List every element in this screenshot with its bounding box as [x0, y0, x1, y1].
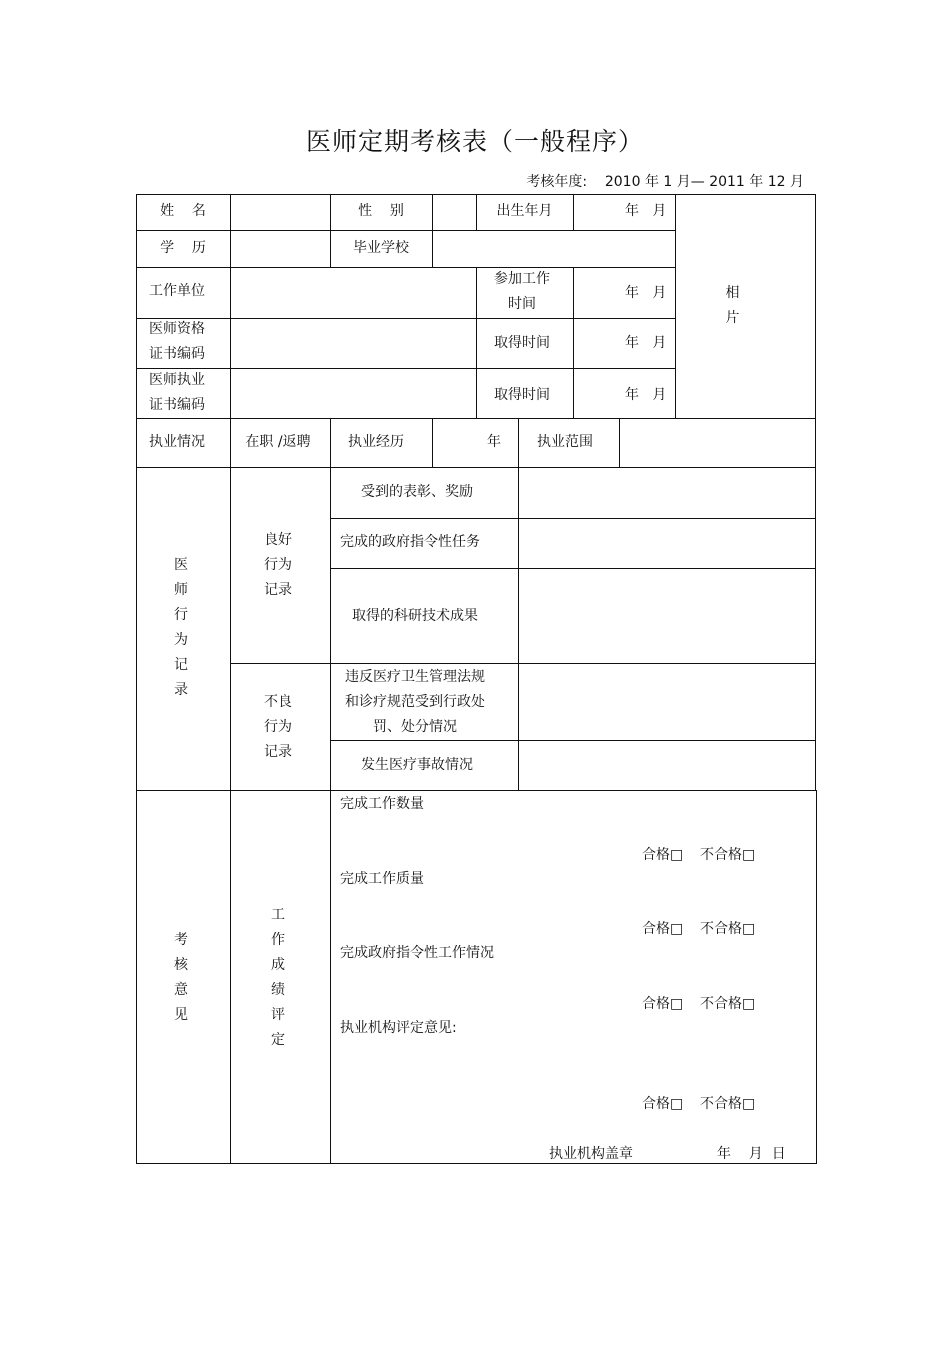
bad-item-1: 违反医疗卫生管理法规 和诊疗规范受到行政处 罚、处分情况: [345, 669, 485, 735]
label-qual-cert: 医师资格 证书编码: [149, 321, 205, 362]
seal-date: 年 月 日: [717, 1146, 786, 1162]
experience-unit: 年: [487, 434, 501, 450]
label-school: 毕业学校: [353, 240, 409, 256]
pass-checkbox[interactable]: 合格□: [642, 1096, 684, 1112]
assessment-period: 考核年度: 2010 年 1 月— 2011 年 12 月: [526, 174, 804, 190]
qual-date-value: 年 月: [625, 335, 667, 351]
label-practice: 执业情况: [149, 434, 205, 450]
bad-item-2: 发生医疗事故情况: [361, 757, 473, 773]
assess-item-2: 完成工作质量: [340, 871, 424, 887]
label-good-behavior: 良好 行为 记录: [264, 532, 292, 598]
practice-status: 在职 /返聘: [245, 434, 311, 450]
good-item-2: 完成的政府指令性任务: [340, 534, 480, 550]
pass-checkbox[interactable]: 合格□: [642, 847, 684, 863]
label-behavior: 医 师 行 为 记 录: [174, 557, 188, 698]
assess-item-1: 完成工作数量: [340, 796, 424, 812]
fail-checkbox[interactable]: 不合格□: [700, 996, 756, 1012]
label-prac-cert: 医师执业 证书编码: [149, 372, 205, 413]
label-prac-date: 取得时间: [494, 387, 550, 403]
label-work-start: 参加工作 时间: [494, 271, 550, 312]
label-work-performance: 工 作 成 绩 评 定: [271, 907, 285, 1048]
label-birth: 出生年月: [496, 203, 553, 219]
label-bad-behavior: 不良 行为 记录: [264, 694, 292, 760]
fail-checkbox[interactable]: 不合格□: [700, 1096, 756, 1112]
photo-box: 相 片: [725, 285, 740, 326]
good-item-1: 受到的表彰、奖励: [361, 484, 473, 500]
label-education: 学 历: [160, 240, 206, 256]
assess-item-3: 完成政府指令性工作情况: [340, 945, 494, 961]
label-assessment: 考 核 意 见: [174, 932, 188, 1023]
label-qual-date: 取得时间: [494, 335, 550, 351]
good-item-3: 取得的科研技术成果: [352, 608, 478, 624]
form-title: 医师定期考核表（一般程序）: [305, 127, 644, 156]
prac-date-value: 年 月: [625, 387, 667, 403]
seal-label: 执业机构盖章: [549, 1146, 633, 1162]
pass-checkbox[interactable]: 合格□: [642, 921, 684, 937]
work-start-value: 年 月: [625, 285, 667, 301]
label-gender: 性 别: [358, 203, 404, 219]
label-name: 姓 名: [160, 203, 206, 219]
label-work-unit: 工作单位: [149, 283, 205, 299]
pass-checkbox[interactable]: 合格□: [642, 996, 684, 1012]
label-scope: 执业范围: [537, 434, 593, 450]
label-experience: 执业经历: [348, 434, 404, 450]
birth-value: 年 月: [625, 203, 667, 219]
fail-checkbox[interactable]: 不合格□: [700, 847, 756, 863]
assess-item-4: 执业机构评定意见:: [340, 1020, 457, 1036]
fail-checkbox[interactable]: 不合格□: [700, 921, 756, 937]
